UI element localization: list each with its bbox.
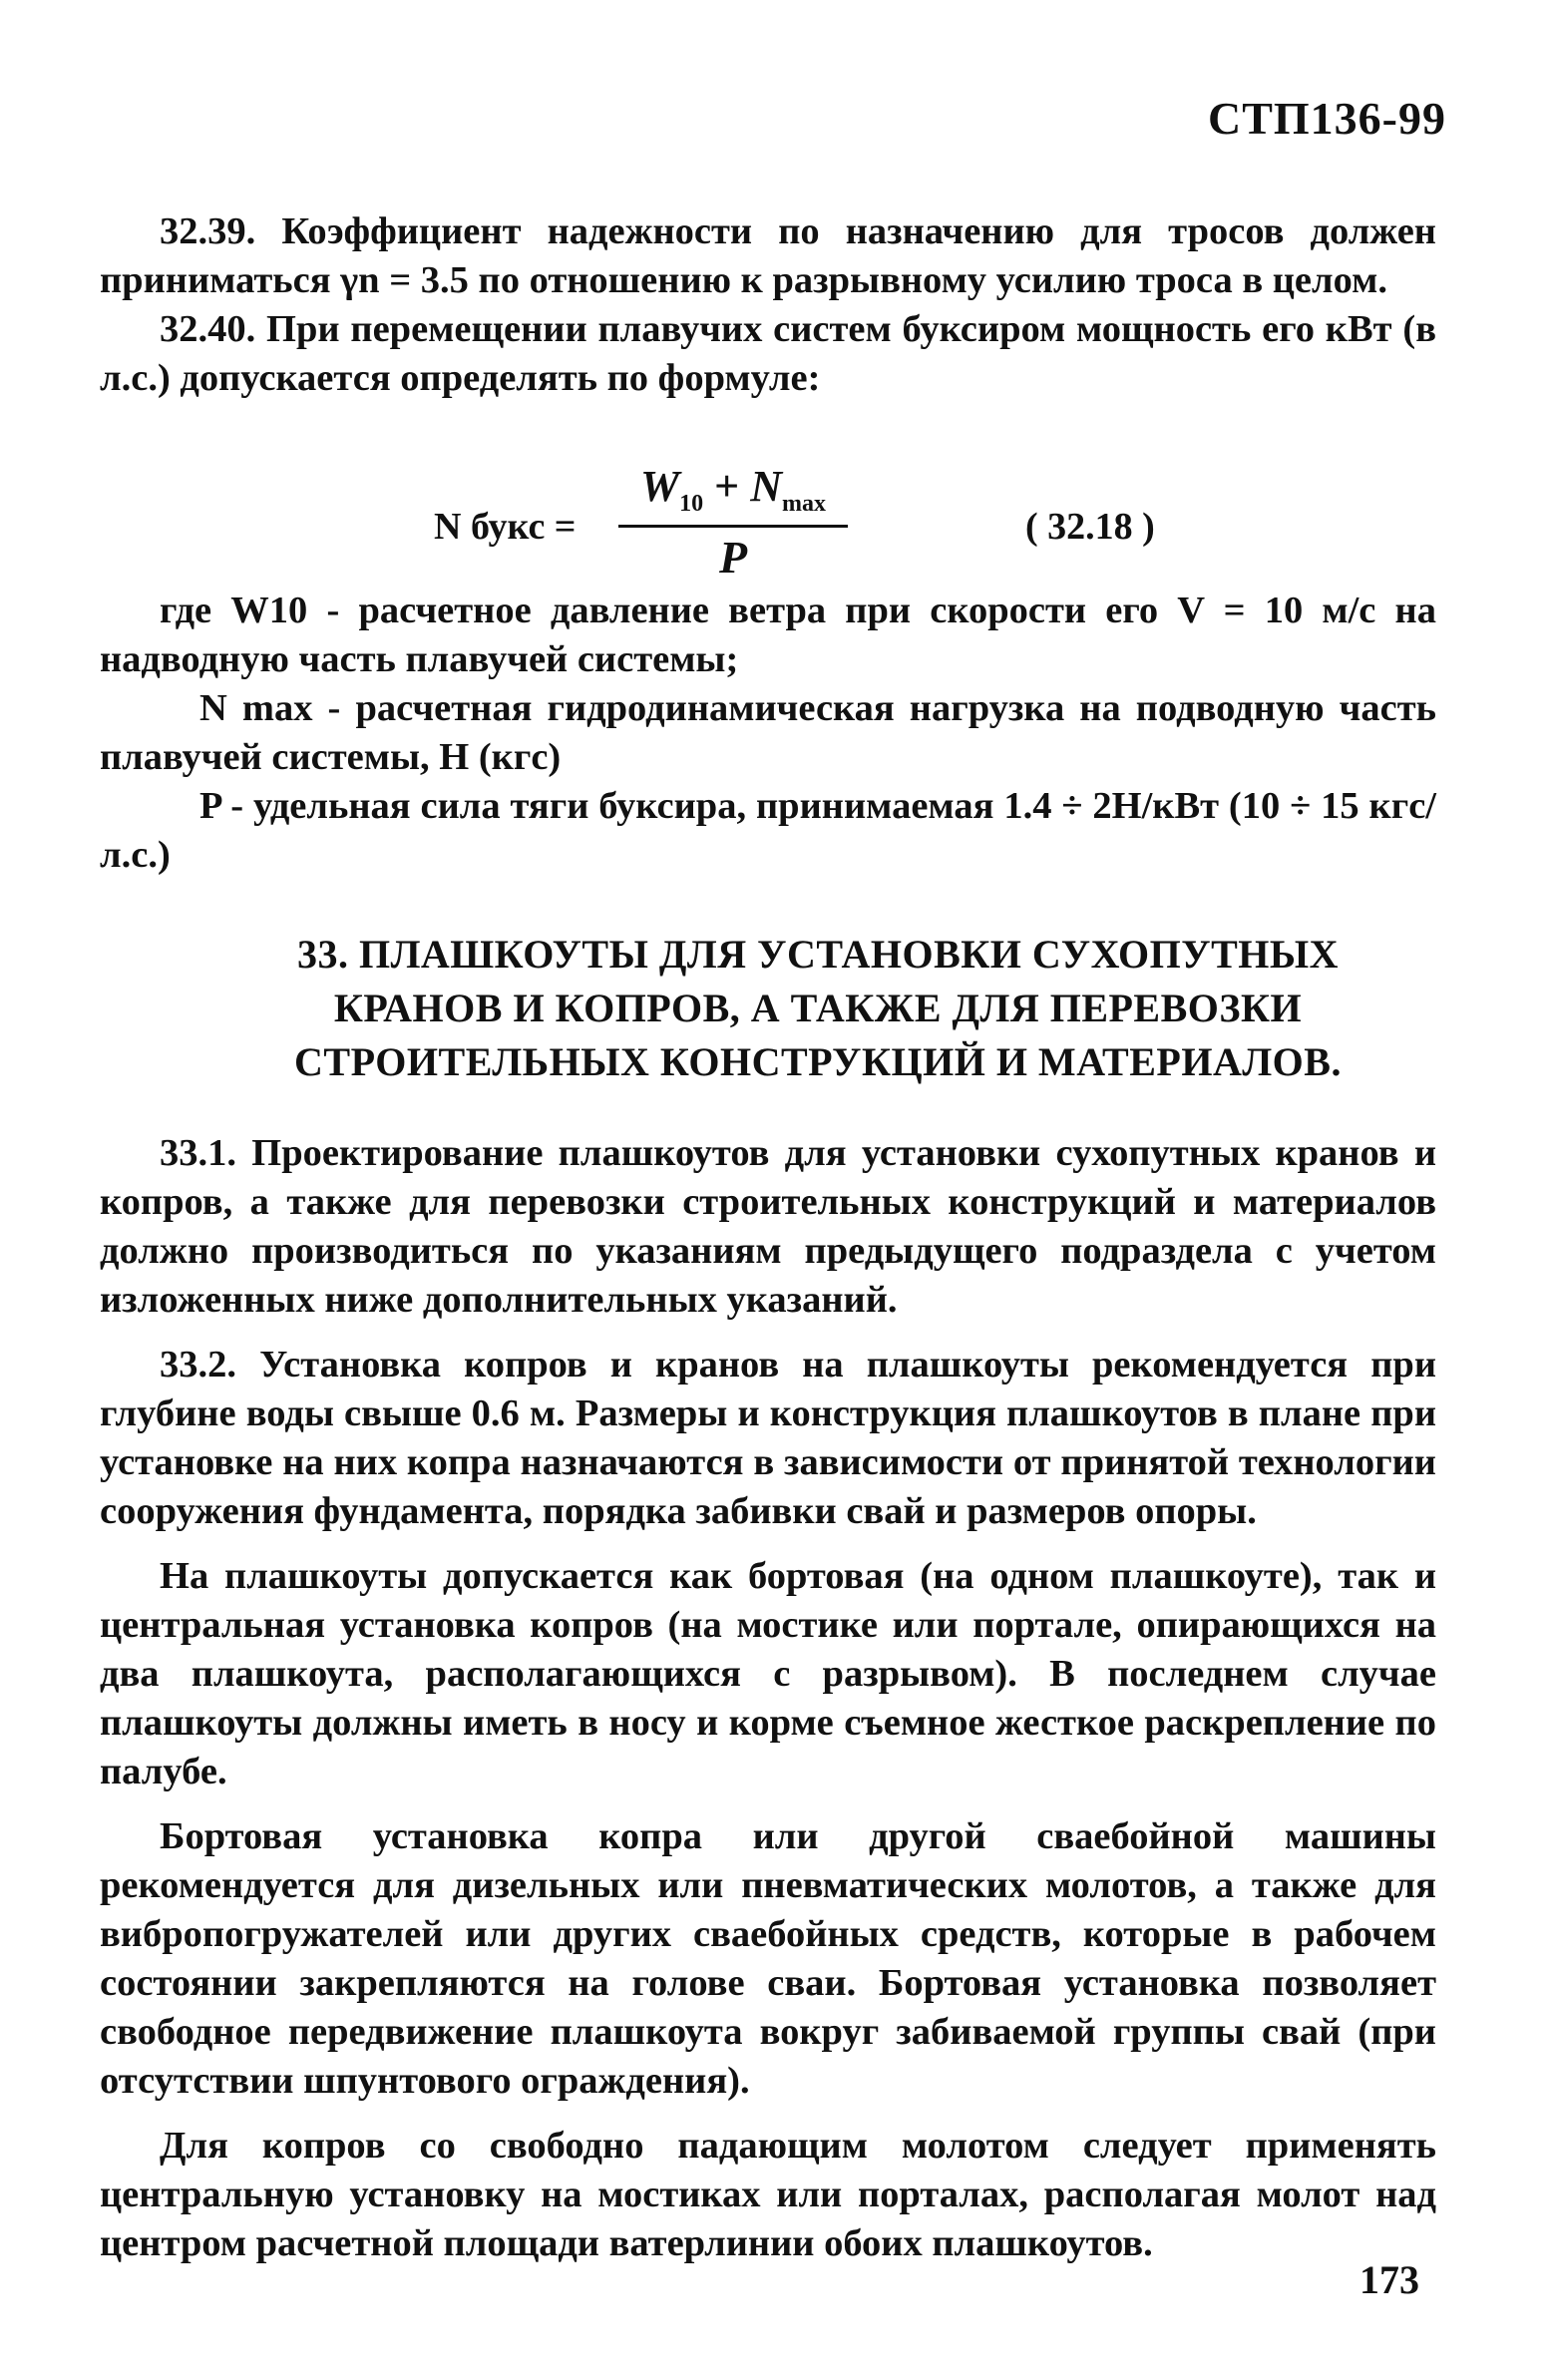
heading-line-1: 33. ПЛАШКОУТЫ ДЛЯ УСТАНОВКИ СУХОПУТНЫХ [296,932,1340,977]
paragraph-32-39: 32.39. Коэффициент надежности по назначению для тросов должен приниматься γn = 3.5 по отношению к разрывному усилию троса в целом. [100,210,1436,301]
equation-number: ( 32.18 ) [1025,506,1155,548]
heading-line-3: СТРОИТЕЛЬНЫХ КОНСТРУКЦИЙ И МАТЕРИАЛОВ. [294,1039,1342,1084]
paragraph-mounting-types: На плашкоуты допускается как бортовая (на одном плашкоуте), так и центральная установка копров (на мостике или портале, опирающихся на два плашкоута, располагающихся с разрывом). В последнем случае плашкоуты должны иметь в носу и корме съемное жесткое раскрепление по палубе. [100,1555,1436,1792]
top-paragraphs [100,207,1436,403]
document-code: СТП136-99 [1208,93,1446,144]
numerator-n: N [750,462,782,511]
numerator-w: W [640,462,680,511]
formula-definitions [100,587,1436,880]
definition-w10: где W10 - расчетное давление ветра при скорости его V = 10 м/с на надводную часть плавучей системы; [100,590,1436,680]
fraction-bar [618,525,848,528]
paragraph-33-1: 33.1. Проектирование плашкоутов для установки сухопутных кранов и копров, а также для перевозки строительных конструкций и материалов должно производиться по указаниям предыдущего подраздела с учетом изложенных ниже дополнительных указаний. [100,1132,1436,1321]
definition-nmax: N max - расчетная гидродинамическая нагрузка на подводную часть плавучей системы, Н (кгс) [100,687,1436,778]
formula-32-18 [0,461,1549,600]
heading-line-2: КРАНОВ И КОПРОВ, А ТАКЖЕ ДЛЯ ПЕРЕВОЗКИ [333,986,1303,1030]
formula-denominator: P [718,532,748,583]
paragraph-32-40: 32.40. При перемещении плавучих систем буксиром мощность его кВт (в л.с.) допускается определять по формуле: [100,308,1436,399]
paragraph-side-mounting: Бортовая установка копра или другой сваебойной машины рекомендуется для дизельных или пневматических молотов, а также для вибропогружателей или других сваебойных средств, которые в рабочем состоянии закрепляются на голове сваи. Бортовая установка позволяет свободное передвижение плашкоута вокруг забиваемой группы свай (при отсутствии шпунтового ограждения). [100,1815,1436,2102]
paragraph-central-mounting: Для копров со свободно падающим молотом следует применять центральную установку на мостиках или порталах, располагая молот над центром расчетной площади ватерлинии обоих плашкоутов. [100,2125,1436,2264]
page-number: 173 [1359,2257,1419,2302]
bottom-paragraphs [100,1129,1436,2268]
formula-numerator [618,461,848,518]
section-heading-33 [199,928,1436,1089]
numerator-w-subscript: 10 [679,490,704,517]
definition-p: P - удельная сила тяги буксира, принимаемая 1.4 ÷ 2Н/кВт (10 ÷ 15 кгс/л.с.) [100,785,1436,876]
numerator-plus: + [703,462,751,511]
paragraph-33-2: 33.2. Установка копров и кранов на плашкоуты рекомендуется при глубине воды свыше 0.6 м. Размеры и конструкция плашкоутов в плане при установке на них копра назначаются в зависимости от принятой технологии сооружения фундамента, порядка забивки свай и размеров опоры. [100,1344,1436,1532]
numerator-n-subscript: max [781,490,826,517]
formula-lhs: N букс = [434,506,577,548]
formula-fraction [618,461,848,600]
